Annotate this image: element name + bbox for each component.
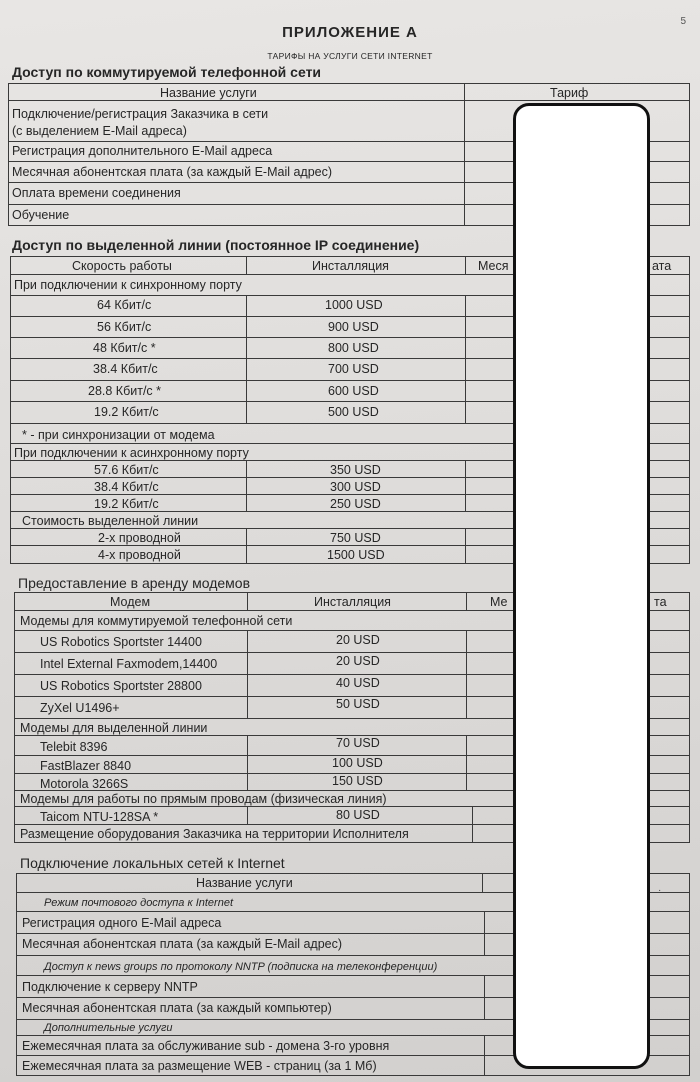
page-number: 5 (680, 16, 686, 27)
table-row: Месячная абонентская плата (за каждый компьютер) (22, 1001, 332, 1015)
install-cell: 800 USD (328, 341, 379, 355)
install-cell: 100 USD (332, 756, 383, 770)
group-header-dialup-modems: Модемы для коммутируемой телефонной сети (20, 614, 293, 628)
speed-cell: 4-х проводной (98, 548, 181, 562)
install-cell: 50 USD (336, 697, 380, 711)
modem-cell: US Robotics Sportster 28800 (40, 679, 202, 693)
install-cell: 600 USD (328, 384, 379, 398)
modem-cell: US Robotics Sportster 14400 (40, 635, 202, 649)
install-cell: 350 USD (330, 463, 381, 477)
group-header-extra: Дополнительные услуги (44, 1022, 173, 1034)
install-cell: 500 USD (328, 405, 379, 419)
column-header-installation: Инсталляция (312, 259, 389, 273)
table-row: Месячная абонентская плата (за каждый E-Mail адрес) (12, 165, 333, 179)
modem-cell: ZyXel U1496+ (40, 701, 120, 715)
install-cell: 20 USD (336, 633, 380, 647)
table-row: Обучение (12, 208, 70, 222)
table-row: Подключение/регистрация Заказчика в сети (12, 107, 269, 121)
speed-cell: 48 Кбит/с * (93, 341, 156, 355)
section-lan-title: Подключение локальных сетей к Internet (20, 855, 285, 871)
table-row: Оплата времени соединения (12, 186, 181, 200)
section-leased-title: Доступ по выделенной линии (постоянное IP соединение) (12, 237, 420, 253)
footnote: * - при синхронизации от модема (22, 428, 215, 442)
column-header-monthly-tail: та (654, 595, 667, 609)
table-row: Ежемесячная плата за размещение WEB - страниц (за 1 Мб) (22, 1059, 377, 1073)
speed-cell: 38.4 Кбит/с (93, 362, 158, 376)
column-header-speed: Скорость работы (72, 259, 172, 273)
speed-cell: 2-х проводной (98, 531, 181, 545)
install-cell: 70 USD (336, 736, 380, 750)
install-cell: 1500 USD (327, 548, 385, 562)
install-cell: 900 USD (328, 320, 379, 334)
install-cell: 300 USD (330, 480, 381, 494)
section-modems-title: Предоставление в аренду модемов (18, 575, 251, 591)
install-cell: 150 USD (332, 774, 383, 788)
group-header-news: Доступ к news groups по протоколу NNTP (подписка на телеконференции) (44, 961, 438, 973)
modem-cell: Intel External Faxmodem,14400 (40, 657, 218, 671)
table-row: Подключение к серверу NNTP (22, 980, 198, 994)
install-cell: 40 USD (336, 676, 380, 690)
column-header-installation: Инсталляция (314, 595, 391, 609)
group-header-direct-modems: Модемы для работы по прямым проводам (физическая линия) (20, 792, 387, 806)
group-header-sync: При подключении к синхронному порту (14, 278, 242, 292)
modem-cell: Telebit 8396 (40, 740, 108, 754)
group-header-mail: Режим почтового доступа к Internet (44, 897, 234, 909)
table-row: Месячная абонентская плата (за каждый E-Mail адрес) (22, 937, 343, 951)
page-subtitle: ТАРИФЫ НА УСЛУГИ СЕТИ INTERNET (267, 51, 433, 61)
modem-cell: Motorola 3266S (40, 777, 129, 791)
speed-cell: 56 Кбит/с (97, 320, 152, 334)
speck-mark: · (658, 885, 662, 896)
speed-cell: 19.2 Кбит/с (94, 405, 159, 419)
install-cell: 20 USD (336, 654, 380, 668)
table-row: Ежемесячная плата за обслуживание sub - домена 3-го уровня (22, 1039, 390, 1053)
column-header-monthly-tail: ата (652, 259, 672, 273)
group-header-async: При подключении к асинхронному порту (14, 446, 249, 460)
column-header-service: Название услуги (160, 86, 257, 100)
install-cell: 80 USD (336, 808, 380, 822)
speed-cell: 57.6 Кбит/с (94, 463, 159, 477)
speed-cell: 38.4 Кбит/с (94, 480, 159, 494)
speed-cell: 28.8 Кбит/с * (88, 384, 162, 398)
modem-cell: Taicom NTU-128SA * (40, 810, 159, 824)
install-cell: 250 USD (330, 497, 381, 511)
column-header-service: Название услуги (196, 876, 293, 890)
speed-cell: 19.2 Кбит/с (94, 497, 159, 511)
column-header-monthly: Меся (478, 259, 509, 273)
modem-cell: FastBlazer 8840 (40, 759, 132, 773)
install-cell: 700 USD (328, 362, 379, 376)
install-cell: 1000 USD (325, 298, 383, 312)
install-cell: 750 USD (330, 531, 381, 545)
column-header-tariff: Тариф (550, 86, 589, 100)
placement-row: Размещение оборудования Заказчика на территории Исполнителя (20, 827, 409, 841)
column-header-monthly: Ме (490, 595, 508, 609)
redaction-box (513, 103, 650, 1069)
page-title: ПРИЛОЖЕНИЕ А (282, 24, 418, 41)
table-row: Регистрация дополнительного E-Mail адреса (12, 144, 273, 158)
group-header-line-cost: Стоимость выделенной линии (22, 514, 199, 528)
group-header-leased-modems: Модемы для выделенной линии (20, 721, 208, 735)
table-row-continuation: (с выделением E-Mail адреса) (12, 124, 187, 138)
speed-cell: 64 Кбит/с (97, 298, 152, 312)
column-header-modem: Модем (110, 595, 151, 609)
speck-mark: · (662, 928, 666, 939)
section-dialup-title: Доступ по коммутируемой телефонной сети (12, 64, 322, 80)
table-row: Регистрация одного E-Mail адреса (22, 916, 222, 930)
